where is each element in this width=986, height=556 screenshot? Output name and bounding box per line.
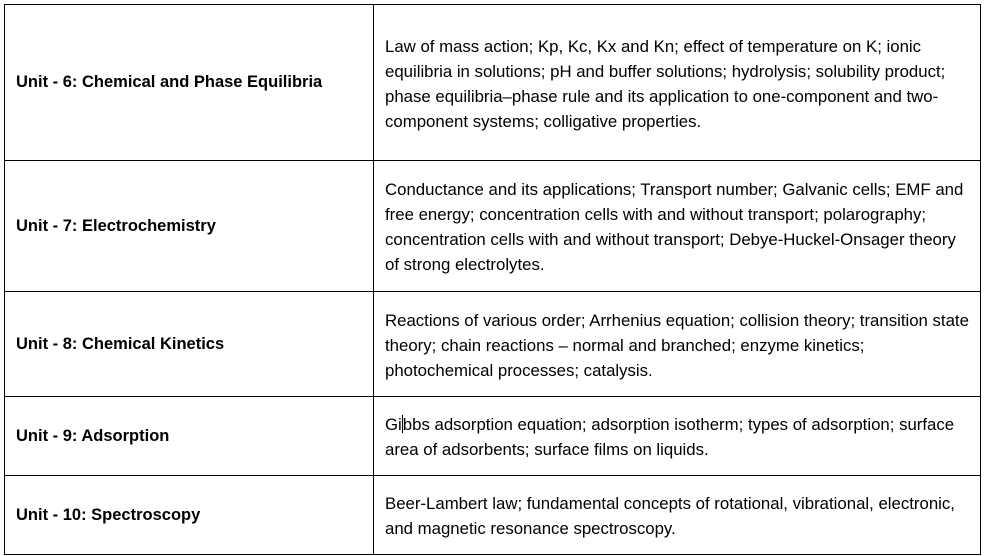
unit-topics-cell[interactable] <box>374 5 981 161</box>
unit-title: Unit - 6: Chemical and Phase Equilibria <box>16 73 323 91</box>
topics-text-after-caret: bbs adsorption equation; adsorption isotherm; types of adsorption; surface area of adsorbents; surface films on liquids. <box>385 415 955 459</box>
topics-text-before-caret: Gi <box>385 415 402 434</box>
unit-title: Unit - 10: Spectroscopy <box>16 505 201 524</box>
unit-topics-cell[interactable] <box>374 292 981 397</box>
table-row <box>5 5 981 161</box>
unit-title-cell[interactable] <box>5 397 374 476</box>
unit-topics: Beer-Lambert law; fundamental concepts of rotational, vibrational, electronic, and magnetic resonance spectroscopy. <box>385 494 955 538</box>
unit-title-cell[interactable] <box>5 292 374 397</box>
unit-topics-cell[interactable] <box>374 476 981 555</box>
table-row <box>5 476 981 555</box>
unit-topics: Conductance and its applications; Transport number; Galvanic cells; EMF and free energy; concentration cells with and without transport; polarography; concentration cells with and without transport; Debye-Huckel-Onsager theory of strong electrolytes. <box>385 180 964 274</box>
unit-topics <box>385 410 970 462</box>
unit-topics-cell[interactable] <box>374 161 981 292</box>
unit-topics: Reactions of various order; Arrhenius equation; collision theory; transition state theory; chain reactions – normal and branched; enzyme kinetics; photochemical processes; catalysis. <box>385 310 969 380</box>
unit-topics-cell[interactable] <box>374 397 981 476</box>
syllabus-table <box>4 4 981 555</box>
table-row <box>5 292 981 397</box>
table-row <box>5 397 981 476</box>
unit-title: Unit - 8: Chemical Kinetics <box>16 334 225 353</box>
unit-title: Unit - 9: Adsorption <box>16 426 170 445</box>
table-row <box>5 161 981 292</box>
unit-topics: Law of mass action; Kp, Kc, Kx and Kn; effect of temperature on K; ionic equilibria in solutions; pH and buffer solutions; hydrolysis; solubility product; phase equilibria–phase rule and its application to one-component and two-component systems; colligative properties. <box>385 36 946 131</box>
unit-title: Unit - 7: Electrochemistry <box>16 216 216 235</box>
unit-title-cell[interactable] <box>5 161 374 292</box>
unit-title-cell[interactable] <box>5 5 374 161</box>
unit-title-cell[interactable] <box>5 476 374 555</box>
